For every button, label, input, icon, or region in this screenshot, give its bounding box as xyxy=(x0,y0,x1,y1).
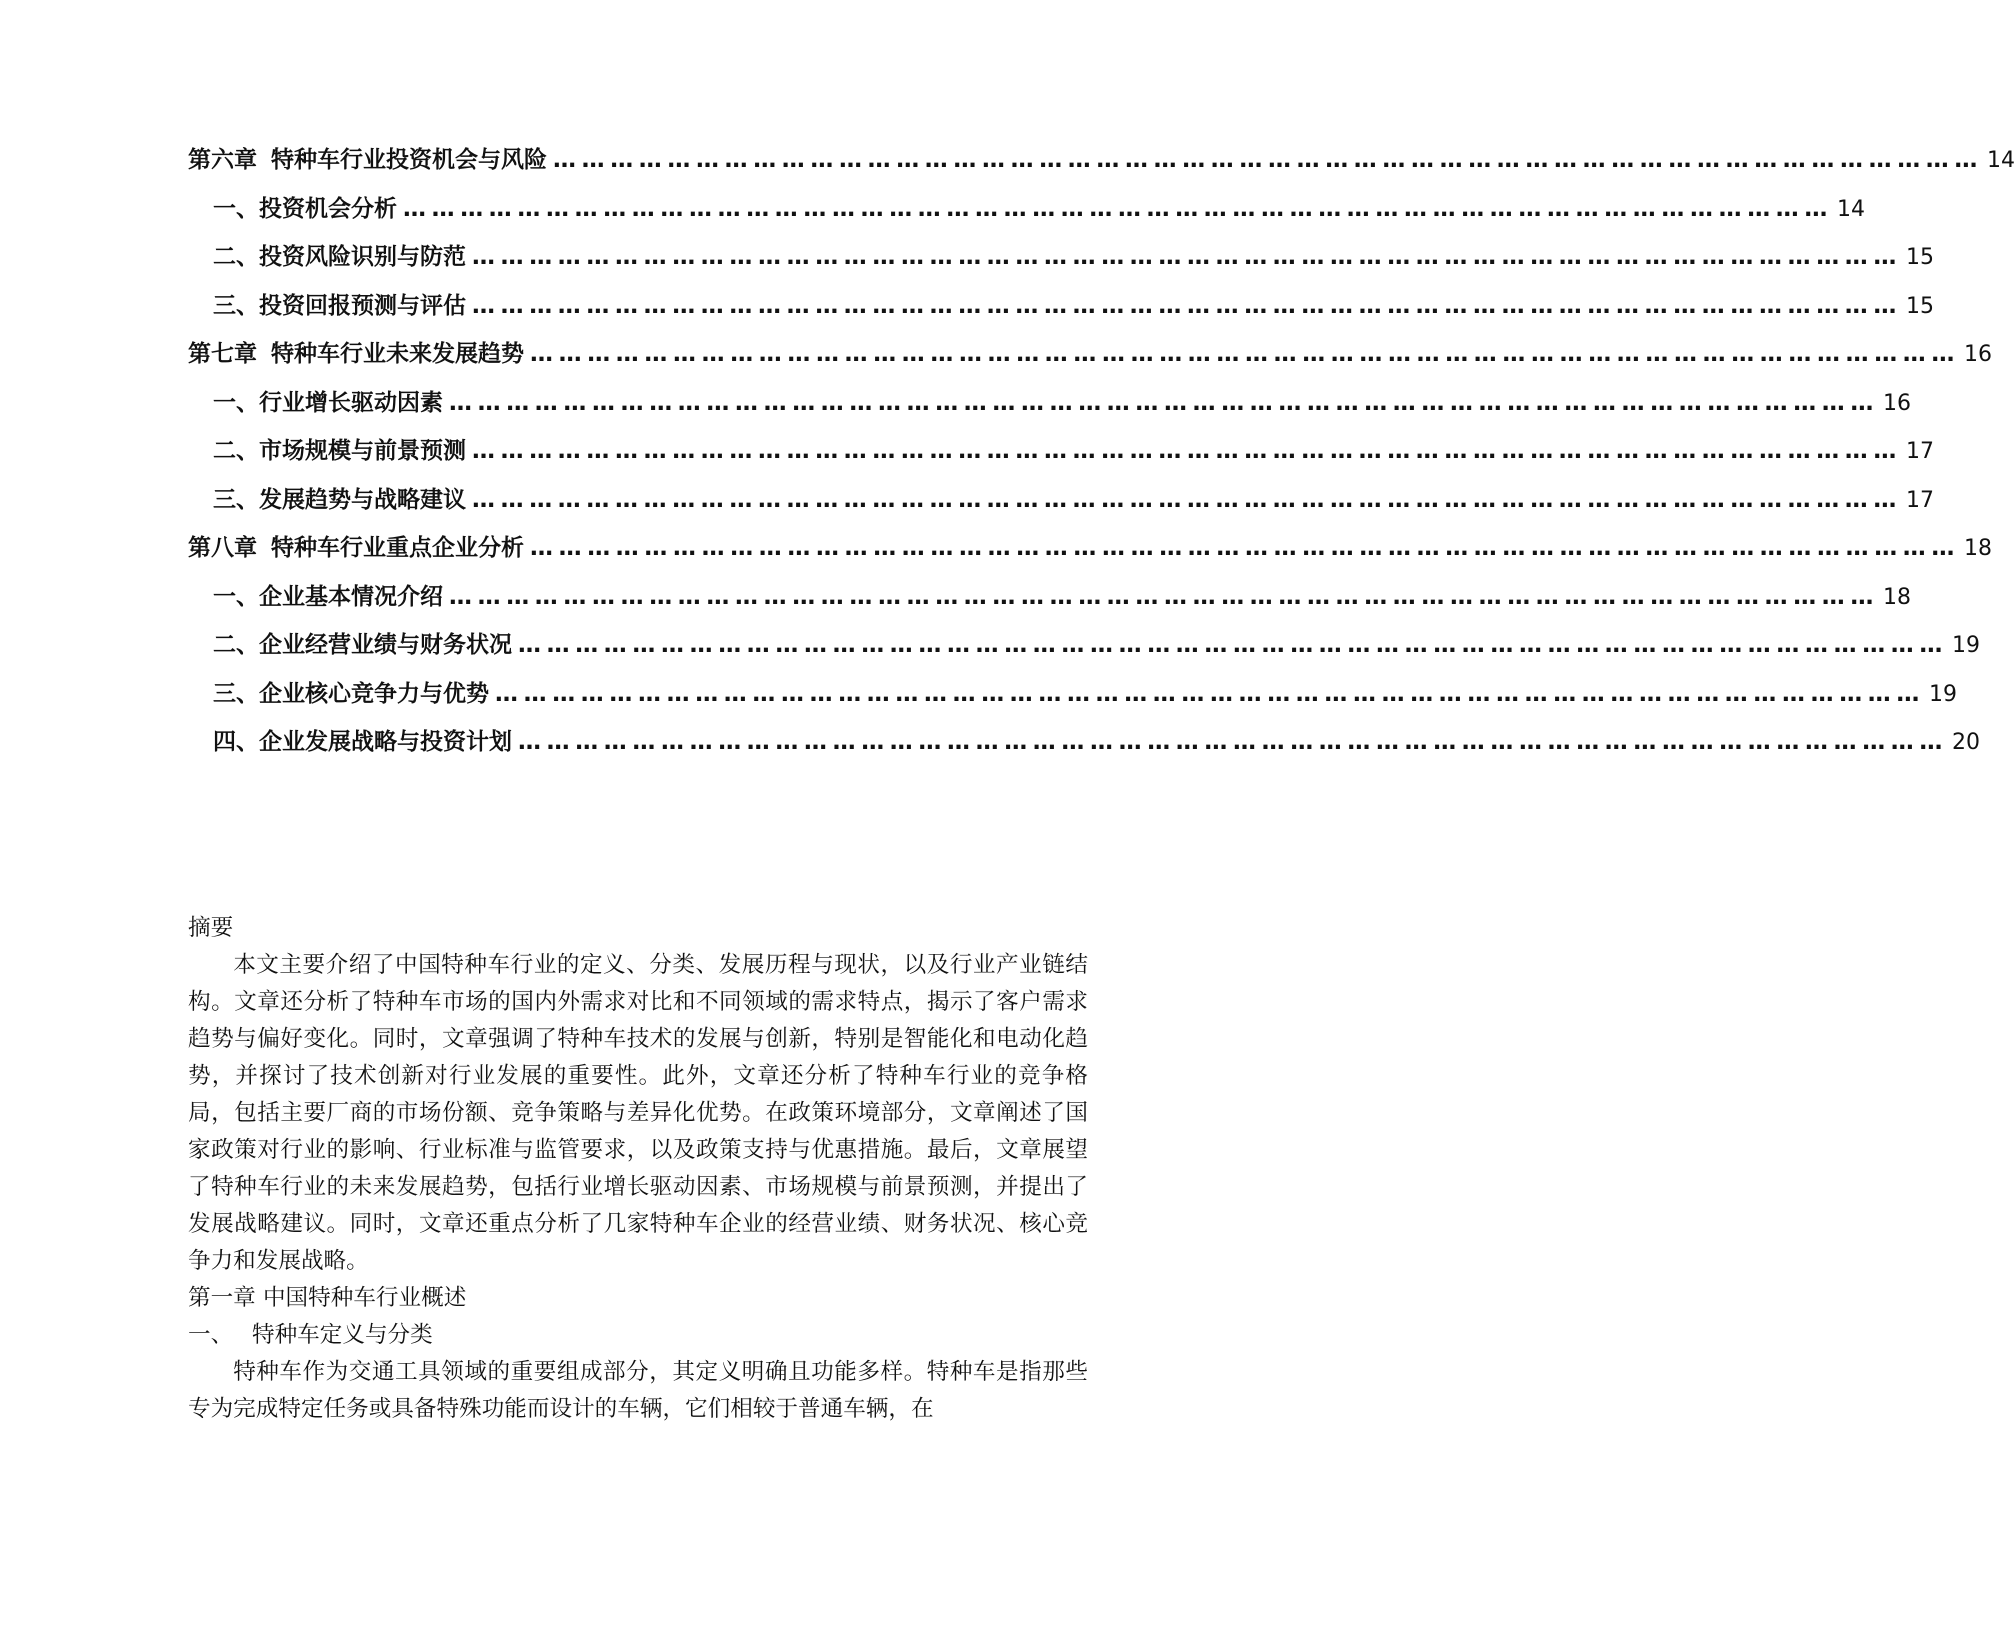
toc-section-number: 一、 xyxy=(213,389,259,416)
toc-leader-dots: …………………………………………………………………………………………………………………………………… xyxy=(449,389,1879,416)
toc-chapter-title: 特种车行业未来发展趋势 xyxy=(271,341,524,367)
toc-section-title: 行业增长驱动因素 xyxy=(259,389,443,416)
toc-page-number: 15 xyxy=(1906,293,1934,319)
toc-entry-section[interactable] xyxy=(188,727,1980,776)
abstract-heading: 摘要 xyxy=(188,915,234,941)
toc-page-number: 18 xyxy=(1883,584,1911,610)
toc-page-number: 14 xyxy=(1837,196,1865,222)
toc-section-number: 三、 xyxy=(213,486,259,513)
toc-section-number: 一、 xyxy=(213,195,259,222)
toc-entry-section[interactable] xyxy=(188,436,1934,485)
chapter-heading: 第一章 中国特种车行业概述 xyxy=(188,1285,467,1311)
toc-leader-dots: …………………………………………………………………………………………………………………………………… xyxy=(472,486,1902,513)
toc-section-number: 三、 xyxy=(213,680,259,707)
toc-section-number: 一、 xyxy=(213,583,259,610)
toc-leader-dots: …………………………………………………………………………………………………………………………………… xyxy=(530,535,1960,561)
toc-page-number: 14 xyxy=(1987,148,2015,173)
toc-entry-section[interactable] xyxy=(188,630,1980,679)
toc-section-title: 发展趋势与战略建议 xyxy=(259,486,466,513)
toc-section-title: 企业发展战略与投资计划 xyxy=(259,729,512,755)
section-title: 特种车定义与分类 xyxy=(252,1322,433,1348)
toc-section-number: 三、 xyxy=(213,292,259,319)
section-heading xyxy=(188,1317,1088,1354)
toc-section-number: 二、 xyxy=(213,632,259,658)
toc-entry-chapter-6[interactable] xyxy=(188,145,2015,194)
toc-entry-section[interactable] xyxy=(188,291,1934,340)
toc-entry-section[interactable] xyxy=(188,485,1934,534)
toc-page-number: 16 xyxy=(1883,390,1911,416)
toc-leader-dots: …………………………………………………………………………………………………………………………………… xyxy=(472,438,1902,464)
toc-page-number: 19 xyxy=(1952,633,1980,658)
toc-entry-chapter-8[interactable] xyxy=(188,533,1992,582)
toc-section-title: 市场规模与前景预测 xyxy=(259,438,466,464)
toc-section-title: 投资机会分析 xyxy=(259,195,397,222)
toc-leader-dots: …………………………………………………………………………………………………………………………………… xyxy=(403,195,1833,222)
document-body xyxy=(188,910,1088,1428)
toc-page-number: 17 xyxy=(1906,439,1934,464)
toc-leader-dots: …………………………………………………………………………………………………………………………………… xyxy=(553,147,1983,173)
toc-entry-section[interactable] xyxy=(188,242,1934,291)
toc-chapter-number: 第八章 xyxy=(188,535,257,561)
toc-page-number: 15 xyxy=(1906,245,1934,270)
toc-page-number: 20 xyxy=(1952,730,1980,755)
toc-chapter-number: 第七章 xyxy=(188,341,257,367)
toc-leader-dots: …………………………………………………………………………………………………………………………………… xyxy=(530,341,1960,367)
toc-section-title: 投资风险识别与防范 xyxy=(259,244,466,270)
toc-leader-dots: …………………………………………………………………………………………………………………………………… xyxy=(495,680,1925,707)
abstract-paragraph: 本文主要介绍了中国特种车行业的定义、分类、发展历程与现状，以及行业产业链结构。文章还分析了特种车市场的国内外需求对比和不同领域的需求特点，揭示了客户需求趋势与偏好变化。同时，文章强调了特种车技术的发展与创新，特别是智能化和电动化趋势，并探讨了技术创新对行业发展的重要性。此外，文章还分析了特种车行业的竞争格局，包括主要厂商的市场份额、竞争策略与差异化优势。在政策环境部分，文章阐述了国家政策对行业的影响、行业标准与监管要求，以及政策支持与优惠措施。最后，文章展望了特种车行业的未来发展趋势，包括行业增长驱动因素、市场规模与前景预测，并提出了发展战略建议。同时，文章还重点分析了几家特种车企业的经营业绩、财务状况、核心竞争力和发展战略。 xyxy=(188,952,1088,1274)
toc-section-number: 二、 xyxy=(213,244,259,270)
toc-entry-section[interactable] xyxy=(188,679,1957,728)
toc-page-number: 16 xyxy=(1964,342,1992,367)
body-paragraph: 特种车作为交通工具领域的重要组成部分，其定义明确且功能多样。特种车是指那些专为完成特定任务或具备特殊功能而设计的车辆，它们相较于普通车辆，在 xyxy=(188,1359,1088,1422)
toc-section-title: 企业核心竞争力与优势 xyxy=(259,680,489,707)
table-of-contents xyxy=(188,145,2015,776)
toc-leader-dots: …………………………………………………………………………………………………………………………………… xyxy=(449,583,1879,610)
toc-section-number: 四、 xyxy=(213,729,259,755)
toc-entry-chapter-7[interactable] xyxy=(188,339,1992,388)
toc-chapter-title: 特种车行业重点企业分析 xyxy=(271,535,524,561)
toc-entry-section[interactable] xyxy=(188,582,1911,631)
toc-section-number: 二、 xyxy=(213,438,259,464)
toc-entry-section[interactable] xyxy=(188,194,1865,243)
toc-leader-dots: …………………………………………………………………………………………………………………………………… xyxy=(472,244,1902,270)
toc-leader-dots: …………………………………………………………………………………………………………………………………… xyxy=(518,729,1948,755)
toc-page-number: 17 xyxy=(1906,487,1934,513)
toc-page-number: 18 xyxy=(1964,536,1992,561)
toc-leader-dots: …………………………………………………………………………………………………………………………………… xyxy=(472,292,1902,319)
toc-section-title: 企业经营业绩与财务状况 xyxy=(259,632,512,658)
toc-page-number: 19 xyxy=(1929,681,1957,707)
toc-section-title: 企业基本情况介绍 xyxy=(259,583,443,610)
toc-entry-section[interactable] xyxy=(188,388,1911,437)
section-number: 一、 xyxy=(188,1322,234,1348)
toc-leader-dots: …………………………………………………………………………………………………………………………………… xyxy=(518,632,1948,658)
toc-section-title: 投资回报预测与评估 xyxy=(259,292,466,319)
toc-chapter-title: 特种车行业投资机会与风险 xyxy=(271,147,547,173)
toc-chapter-number: 第六章 xyxy=(188,147,257,173)
